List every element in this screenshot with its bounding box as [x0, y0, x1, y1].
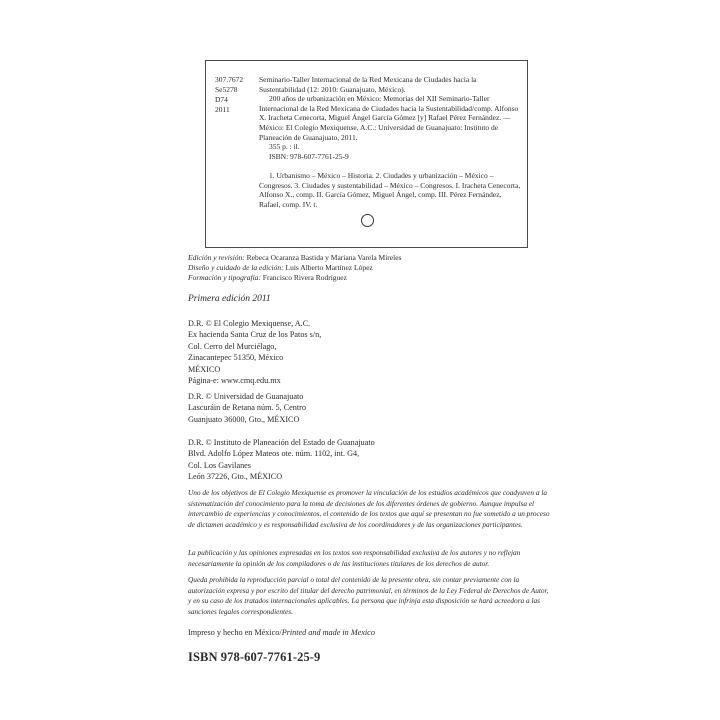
call-number-line: 2011	[215, 105, 230, 114]
credit-role: Formación y tipografía:	[188, 273, 261, 283]
address-line: D.R. © Universidad de Guanajuato	[188, 392, 304, 401]
catalog-subjects: 1. Urbanismo – México – Historia. 2. Ciudades y urbanización – México – Congresos. 3. Ciudades y sustentabilidad – México – Congresos. I. Iracheta Cenecorta, Alfonso X., comp. II. García Gómez, Miguel Ángel, comp. III. Pérez Fernández, Rafael, comp. IV. t.	[259, 170, 521, 209]
address-instituto	[188, 437, 548, 483]
credit-name: Francisco Rivera Rodríguez	[262, 273, 347, 283]
edition: Primera edición 2011	[188, 294, 271, 304]
legal-paragraph: La publicación y las opiniones expresadas en los textos son responsabilidad exclusiva de los autores y no reflejan necesariamente la opinión de los compiladores o de las instituciones titulares de los derechos de autor.	[188, 548, 521, 568]
address-line: D.R. © El Colegio Mexiquense, A.C.	[188, 319, 311, 328]
address-line: Zinacantepec 51350, México	[188, 353, 284, 363]
address-line: Lascuráin de Retana núm. 5, Centro	[188, 403, 306, 413]
legal-paragraph: Queda prohibida la reproducción parcial o total del contenido de la presente obra, sin contar previamente con la autorización expresa y por escrito del titular del derecho patrimonial, en términos de la Ley Federal de Derechos de Autor, y en su caso de los tratados internacionales aplicables. La persona que infrinja esta disposición se hará acreedora a las sanciones legales correspondientes.	[188, 575, 549, 617]
catalog-pages: 355 p. : il.	[269, 142, 300, 152]
credit-role: Edición y revisión:	[188, 253, 245, 262]
address-line: Col. Cerro del Murciélago,	[188, 341, 277, 351]
address-line: MÉXICO	[188, 364, 221, 374]
call-number	[215, 75, 255, 115]
credit-line	[188, 253, 548, 263]
address-line: Guanjuato 36000, Gto., MÉXICO	[188, 414, 300, 424]
address-line: Ex hacienda Santa Cruz de los Patos s/n,	[188, 330, 322, 340]
catalog-record	[259, 75, 523, 209]
catalog-entry: Seminario-Taller Internacional de la Red Mexicana de Ciudades hacia la Sustentabilidad (12: 2010: Guanajuato, México).	[259, 75, 477, 94]
address-line: León 37226, Gto., MÉXICO	[188, 472, 283, 482]
catalog-title: 200 años de urbanización en México: Memorias del XII Seminario-Taller Internacional de la Red Mexicana de Ciudades hacia la Sustentabilidad/comp. Alfonso X. Iracheta Cenecorta, Miguel Ángel García Gómez [y] Rafael Pérez Fernández. —México: El Colegio Mexiquense, A.C.: Universidad de Guanajuato: Instituto de Planeación de Guanajuato, 2011.	[259, 94, 519, 142]
address-line: Col. Los Gavilanes	[188, 460, 251, 470]
disclaimer-opinions	[188, 548, 550, 569]
credit-line	[188, 273, 548, 283]
legal-paragraph: Uno de los objetivos de El Colegio Mexiquense es promover la vinculación de los estudios académicos que coadyuven a la sistematización del conocimiento para la toma de decisiones de los diferentes órdenes de gobierno. Aunque impulsa el intercambio de experiencias y conocimientos, el contenido de los textos que aquí se presentan no fue sometido a un proceso de dictamen académico y es responsabilidad exclusiva de los coordinadores y de las organizaciones participantes.	[188, 488, 550, 530]
circle-mark-icon	[361, 214, 374, 227]
catalog-card	[205, 60, 528, 248]
printed-english: Printed and made in Mexico	[281, 628, 375, 637]
address-line: Página-e: www.cmq.edu.mx	[188, 376, 281, 386]
address-line: D.R. © Instituto de Planeación del Estado de Guanajuato	[188, 438, 375, 447]
address-line: Blvd. Adolfo López Mateos ote. núm. 1102, int. G4,	[188, 449, 360, 459]
credit-name: Rebeca Ocaranza Bastida y Mariana Varela Mireles	[246, 253, 402, 262]
catalog-isbn: ISBN: 978-607-7761-25-9	[269, 151, 349, 161]
call-number-line: 307.7672	[215, 75, 244, 84]
copyright-notice	[188, 575, 550, 618]
credit-line	[188, 263, 548, 273]
credits	[188, 253, 548, 284]
address-colegio	[188, 318, 548, 386]
credit-role: Diseño y cuidado de la edición:	[188, 263, 284, 273]
printed-spanish: Impreso y hecho en México/	[188, 628, 282, 637]
call-number-line: D74	[215, 95, 228, 104]
isbn: ISBN 978-607-7761-25-9	[188, 650, 321, 664]
disclaimer-objectives	[188, 488, 550, 531]
address-universidad	[188, 391, 548, 425]
credit-name: Luis Alberto Martínez López	[285, 263, 373, 273]
call-number-line: Se5278	[215, 85, 238, 94]
printed-in	[188, 628, 548, 637]
